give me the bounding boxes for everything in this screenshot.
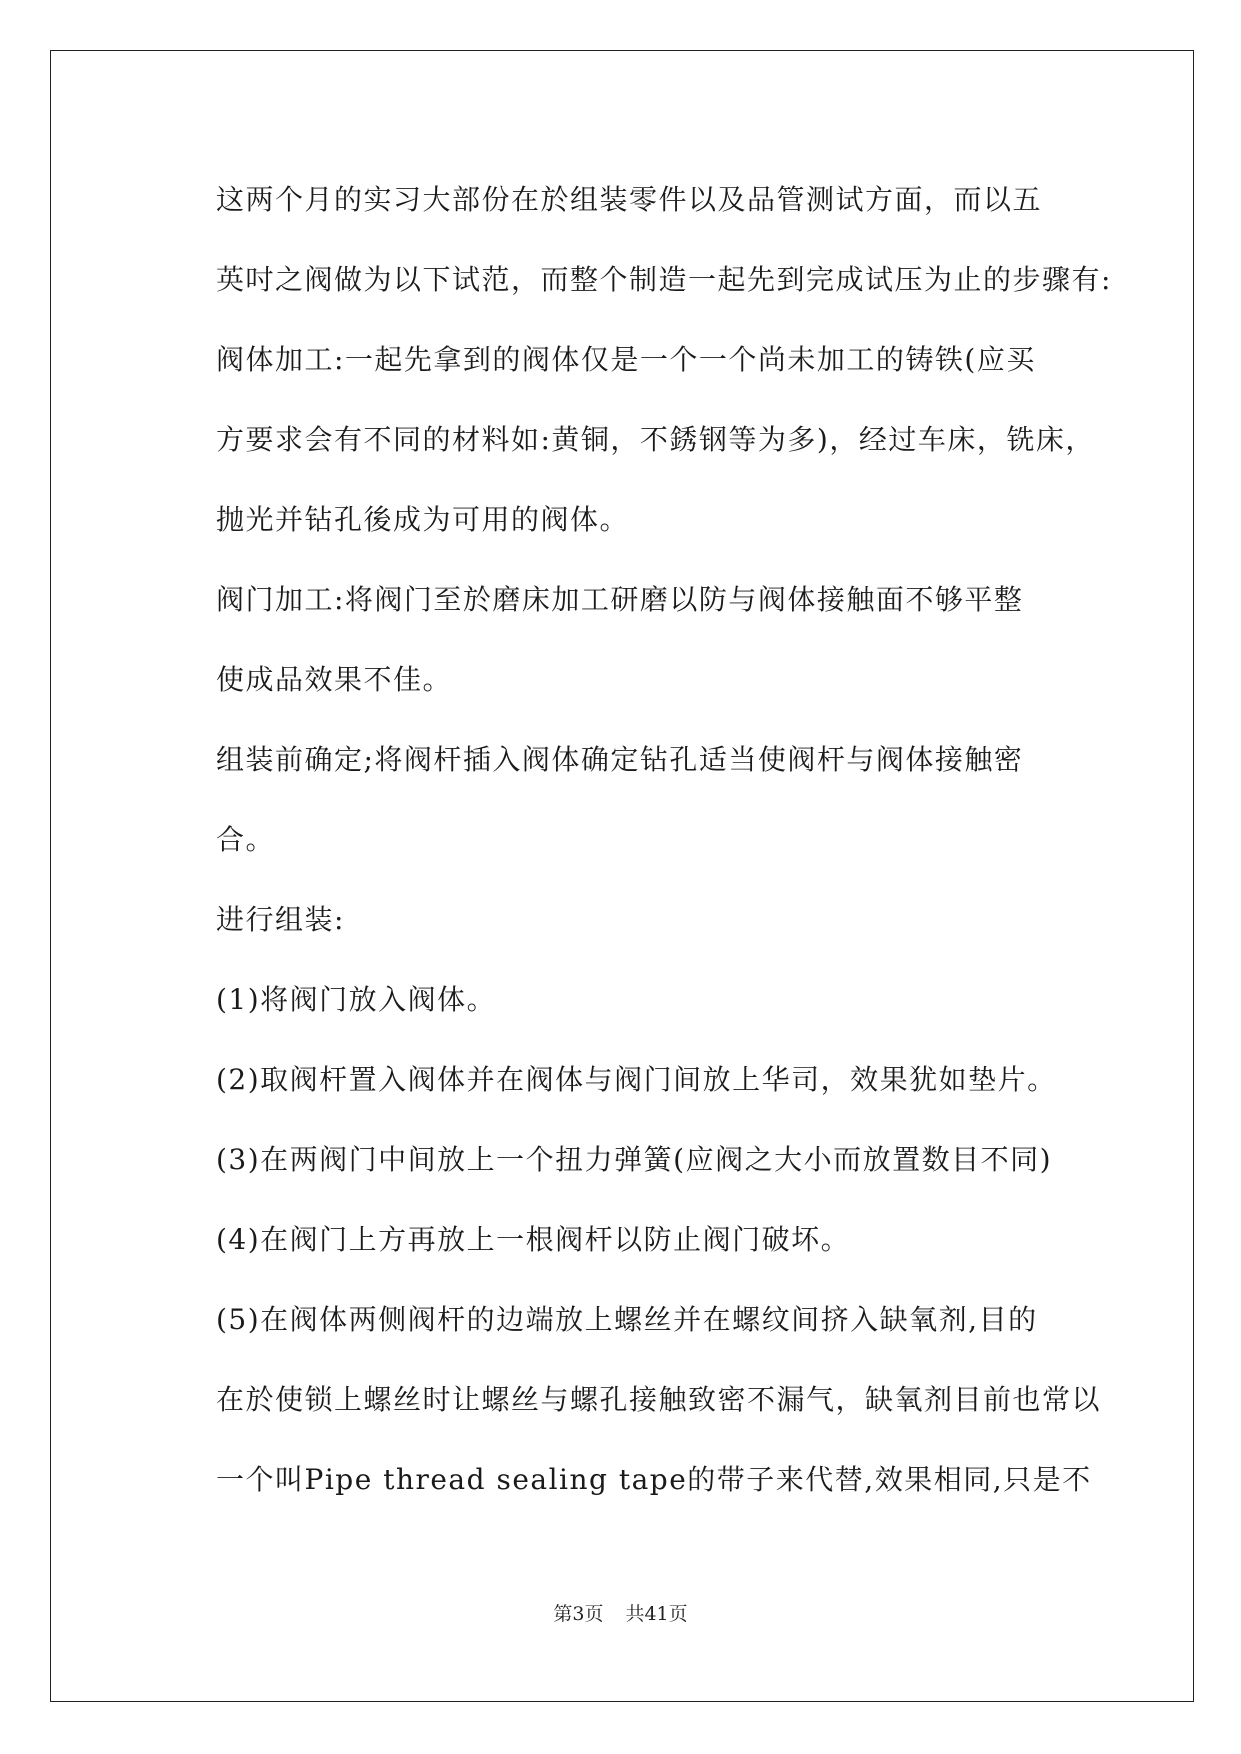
text-line: 阀体加工:一起先拿到的阀体仅是一个一个尚未加工的铸铁(应买: [216, 343, 1036, 376]
text-line: 方要求会有不同的材料如:黄铜，不銹钢等为多)，经过车床，铣床，: [216, 423, 1095, 456]
text-line: (2)取阀杆置入阀体并在阀体与阀门间放上华司，效果犹如垫片。: [216, 1063, 1057, 1096]
page-footer: [0, 1599, 1241, 1626]
page-number: 第3页: [553, 1603, 604, 1625]
total-pages: 共41页: [625, 1603, 688, 1625]
paragraph-4: [152, 720, 1092, 880]
paragraph-6: [152, 960, 1092, 1040]
paragraph-2: [152, 320, 1095, 560]
text-line: 组装前确定;将阀杆插入阀体确定钻孔适当使阀杆与阀体接触密: [216, 743, 1024, 776]
text-line: 阀门加工:将阀门至於磨床加工研磨以防与阀体接触面不够平整: [216, 583, 1024, 616]
text-line: (5)在阀体两侧阀杆的边端放上螺丝并在螺纹间挤入缺氧剂,目的: [216, 1303, 1038, 1336]
document-body: [152, 160, 1112, 1520]
text-line: 在於使锁上螺丝时让螺丝与螺孔接触致密不漏气，缺氧剂目前也常以: [216, 1383, 1102, 1416]
paragraph-8: [152, 1120, 1092, 1200]
text-line: 使成品效果不佳。: [216, 663, 453, 696]
paragraph-10: [152, 1280, 1102, 1520]
text-line: 抛光并钻孔後成为可用的阀体。: [216, 503, 630, 536]
paragraph-5: [152, 880, 1092, 960]
paragraph-9: [152, 1200, 1092, 1280]
text-line: 合。: [216, 823, 276, 856]
text-line: (3)在两阀门中间放上一个扭力弹簧(应阀之大小而放置数目不同): [216, 1143, 1053, 1176]
text-line: 英吋之阀做为以下试范，而整个制造一起先到完成试压为止的步骤有:: [216, 263, 1112, 296]
paragraph-1: [152, 160, 1112, 320]
text-line: 进行组装:: [216, 903, 345, 936]
paragraph-3: [152, 560, 1092, 720]
paragraph-7: [152, 1040, 1092, 1120]
text-line: 这两个月的实习大部份在於组装零件以及品管测试方面，而以五: [216, 183, 1043, 216]
text-line: 一个叫Pipe thread sealing tape的带子来代替,效果相同,只是不: [216, 1463, 1092, 1496]
text-line: (4)在阀门上方再放上一根阀杆以防止阀门破坏。: [216, 1223, 851, 1256]
text-line: (1)将阀门放入阀体。: [216, 983, 497, 1016]
